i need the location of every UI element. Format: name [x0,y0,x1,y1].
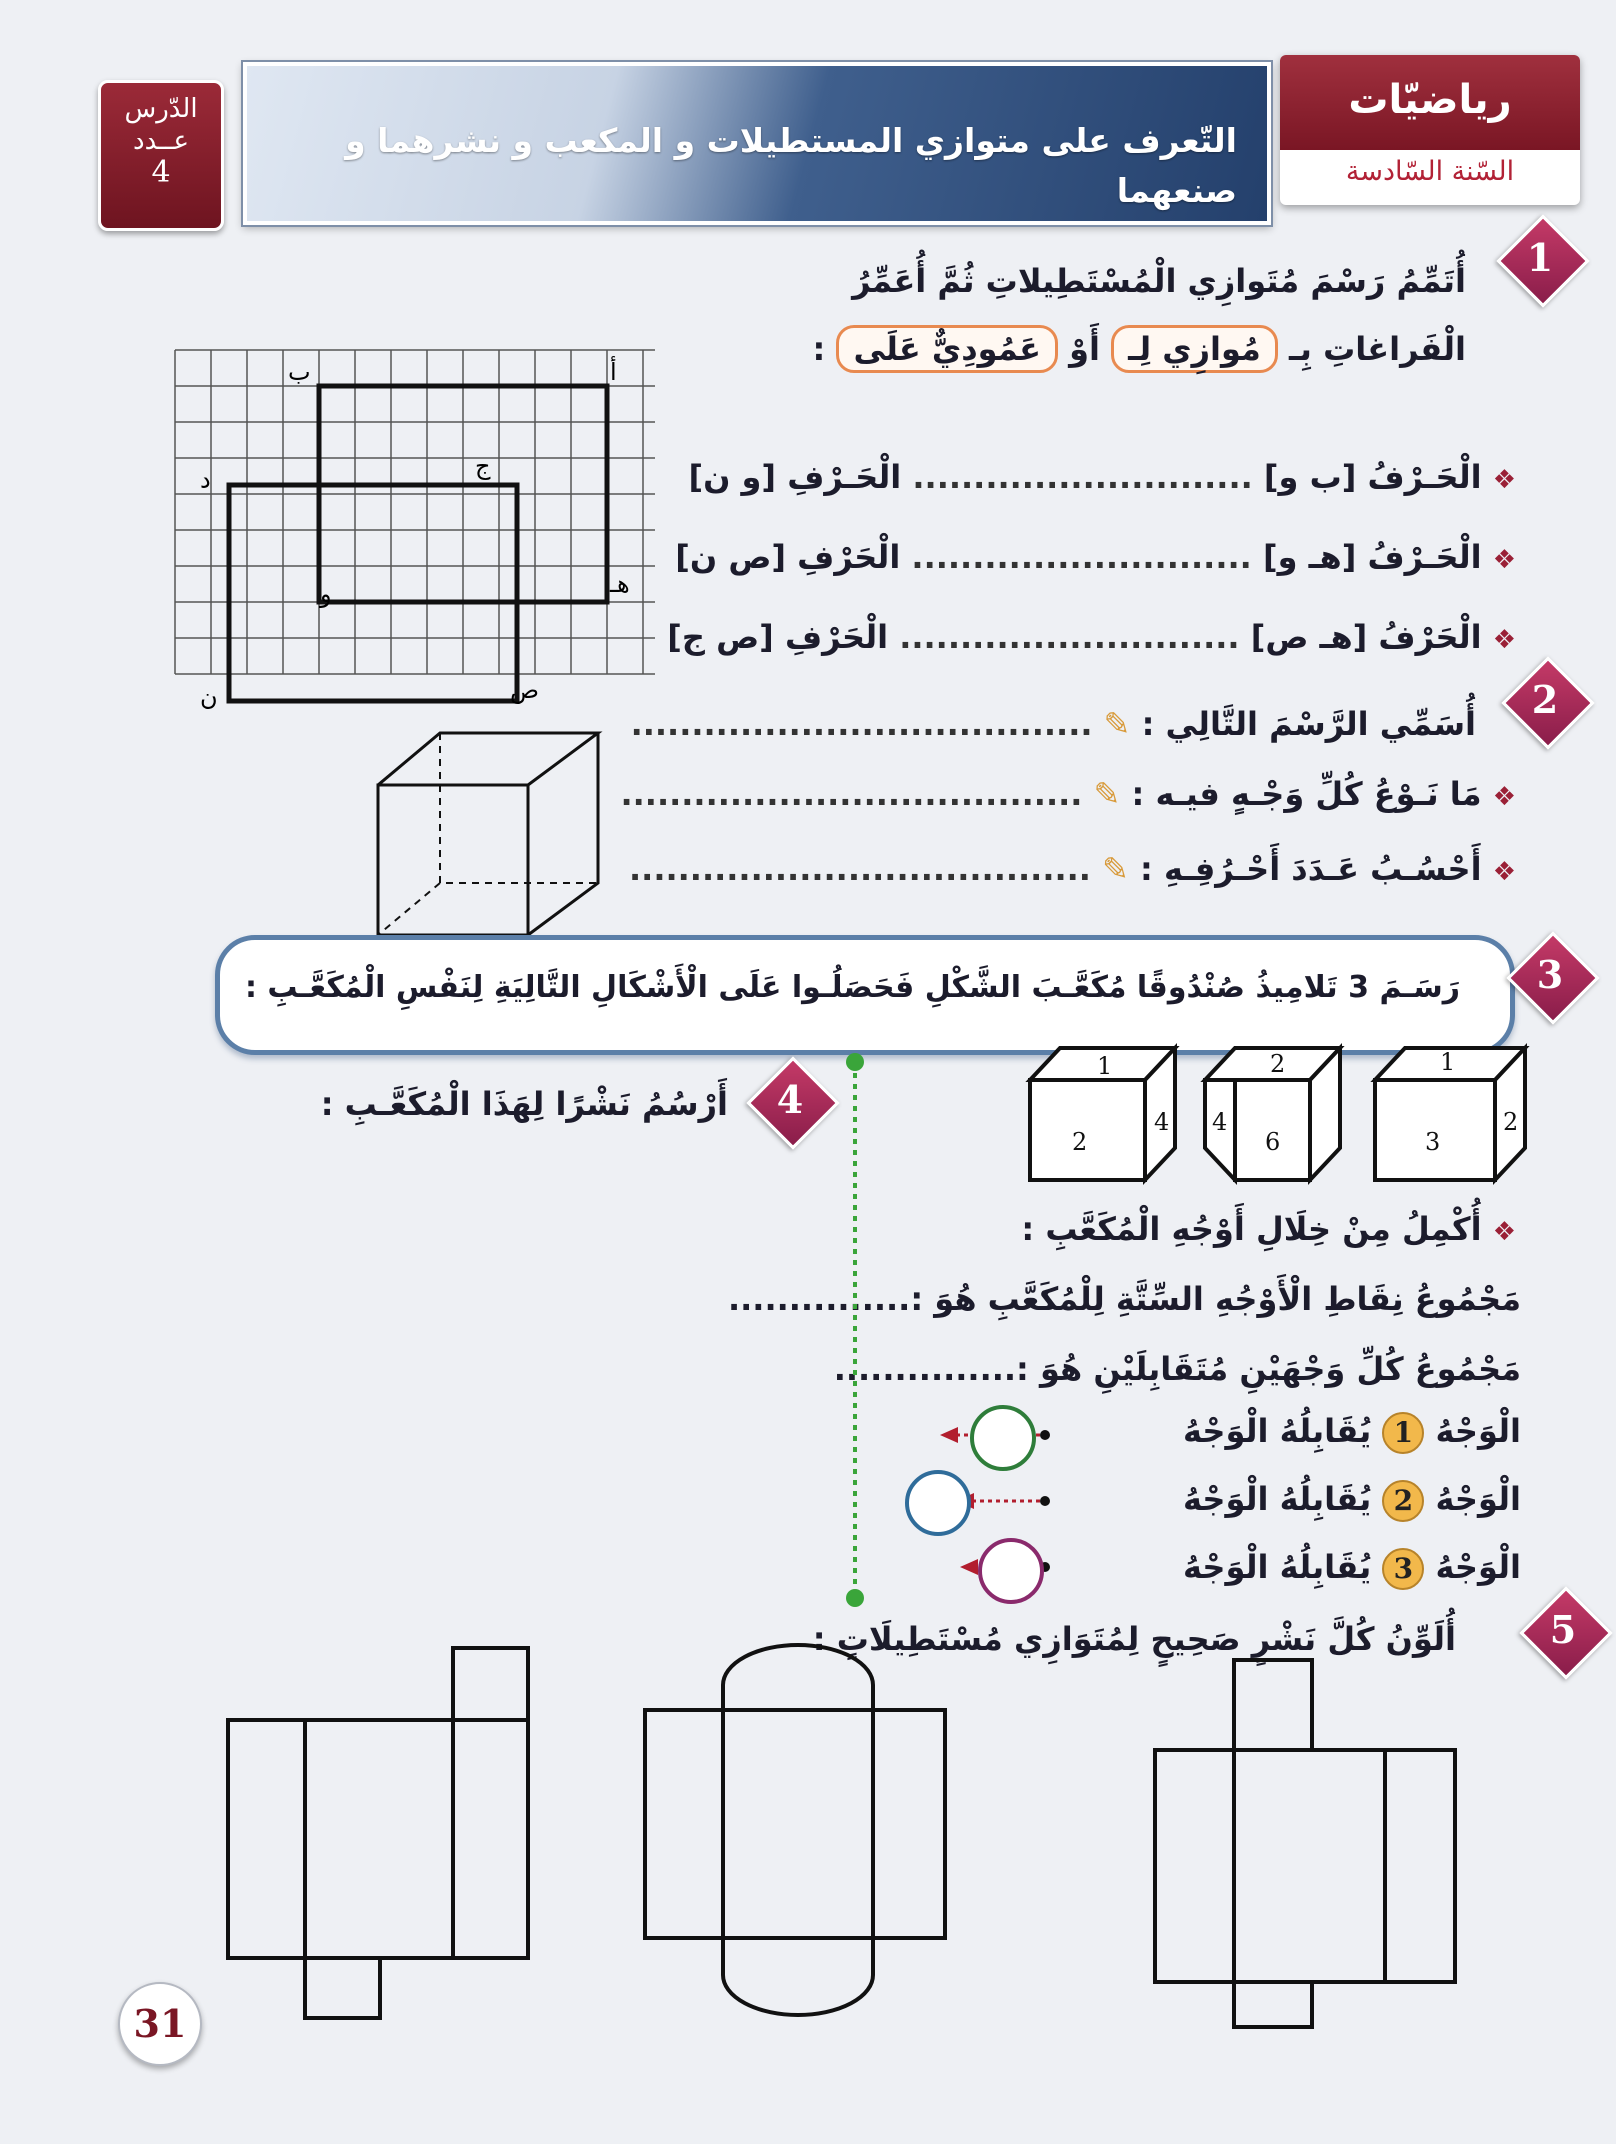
item-1-left: الْحَـرْفُ [ب و] [1263,458,1482,496]
lesson-title: التّعرف على متوازي المستطيلات و المكعب و نشرهما و صنعهما [345,121,1237,210]
bullet-icon: ❖ [1492,545,1516,575]
nets-figure [220,1640,1470,2040]
cube-figure [370,725,610,945]
face-word: الْوَجْهُ [1435,1548,1521,1586]
item-2-blank[interactable]: ............................ [911,538,1252,576]
ex1-item-3 [667,618,1516,656]
grade-label: السّنة السّادسة [1345,156,1515,187]
ex3-complete-label [1021,1210,1516,1248]
front-rectangle [229,485,517,701]
bullet-icon: ❖ [1492,465,1516,495]
exercise-4-number: 4 [776,1077,804,1122]
lesson-number-box [98,80,224,231]
answer-circle-1[interactable] [970,1405,1036,1471]
label-j: ج [475,452,491,480]
label-n: ن [200,683,218,711]
face-number-2: 2 [1382,1480,1424,1522]
grid-lines [175,350,655,674]
option-perpendicular: عَمُودِيٌّ عَلَى [836,325,1058,373]
colon: : [812,330,826,368]
label-b: ب [288,358,311,386]
q1-blank[interactable]: ...................................... [630,705,1093,743]
cube1-side: 4 [1154,1108,1170,1136]
q1-text: أُسَمِّي الرَّسْمَ التَّالِي : [1141,705,1476,743]
face-word: الْوَجْهُ [1435,1480,1521,1518]
face-number-3: 3 [1382,1548,1424,1590]
label-d: د [200,466,211,494]
bullet-icon: ❖ [1492,1217,1516,1247]
sum-all-line[interactable]: مَجْمُوعُ نِقَاطِ الْأَوْجُهِ السِّتَّةِ لِلْمُكَعَّبِ هُوَ :............... [727,1280,1521,1318]
lesson-title-box [243,62,1271,225]
face-number-1: 1 [1382,1412,1424,1454]
bullet-icon: ❖ [1492,857,1516,887]
face-word: الْوَجْهُ [1435,1412,1521,1450]
item-2-left: الْحَـرْفُ [هـ و] [1262,538,1482,576]
item-3-left: الْحَرْفُ [هـ ص] [1250,618,1482,656]
label-s: ص [510,676,540,704]
exercise-3-number: 3 [1536,952,1564,997]
cube1-top: 1 [1097,1052,1113,1080]
q2-blank[interactable]: ...................................... [620,775,1083,813]
item-3-right: الْحَرْفِ [ص ج] [667,618,889,656]
net-left [228,1648,528,2018]
grid-figure [170,340,670,720]
ex1-instruction-line2 [813,330,1466,368]
subject-box [1280,55,1580,205]
opposite-phrase: يُقَابِلُهُ الْوَجْهُ [1183,1548,1372,1586]
lesson-label: الدّرس [124,94,198,124]
ex1-item-2 [675,538,1516,576]
opposite-phrase: يُقَابِلُهُ الْوَجْهُ [1183,1480,1372,1518]
ex1-item-1 [688,458,1516,496]
pencil-icon: ✎ [1093,775,1121,813]
item-3-blank[interactable]: ............................ [899,618,1240,656]
cube2-top: 2 [1270,1050,1286,1078]
cube3-front: 3 [1425,1128,1441,1156]
item-1-blank[interactable]: ............................ [912,458,1253,496]
face-row-3 [1183,1548,1521,1590]
net-middle [645,1645,945,2015]
lesson-number: 4 [151,155,171,190]
subject-title: رياضيّات [1348,77,1512,123]
pencil-icon: ✎ [1103,705,1131,743]
answer-circle-2[interactable] [905,1470,971,1536]
label-a: أ [610,358,617,386]
item-1-right: الْحَـرْفِ [و ن] [688,458,902,496]
exercise-5-number: 5 [1549,1607,1577,1652]
cube3-side: 2 [1503,1108,1519,1136]
complete-label: أُكْمِلُ مِنْ خِلَالِ أَوْجُهِ الْمُكَعَّبِ : [1021,1210,1482,1248]
item-2-right: الْحَرْفِ [ص ن] [675,538,901,576]
face-row-1 [1183,1412,1521,1454]
lesson-count-label: عــدد [133,126,189,156]
q3-blank[interactable]: ...................................... [629,850,1091,888]
cube3-top: 1 [1440,1048,1456,1076]
ex2-q1 [631,705,1476,743]
q2-text: مَا نَـوْعُ كُلِّ وَجْـهٍ فيـه : [1131,775,1482,813]
ex4-text: أَرْسُمُ نَشْرًا لِهَذَا الْمُكَعَّـبِ : [320,1085,728,1123]
option-parallel: مُوازِي لِـ [1111,325,1278,373]
exercise-2-number: 2 [1531,677,1559,722]
q3-text: أَحْسُـبُ عَـدَدَ أَحْـرُفِـهِ : [1140,850,1482,888]
exercise-3-banner [215,935,1515,1055]
cube1-front: 2 [1072,1128,1088,1156]
net-right [1155,1660,1455,2027]
cube2-side: 4 [1212,1108,1228,1136]
sum-pair-line[interactable]: مَجْمُوعُ كُلِّ وَجْهَيْنِ مُتَقَابِلَيْنِ هُوَ :............... [833,1350,1521,1388]
or-word: أَوْ [1069,330,1101,368]
cube2-front: 6 [1265,1128,1281,1156]
answer-circle-3[interactable] [978,1538,1044,1604]
opposite-phrase: يُقَابِلُهُ الْوَجْهُ [1183,1412,1372,1450]
bullet-icon: ❖ [1492,782,1516,812]
exercise-1-number: 1 [1526,235,1554,280]
ex3-text: رَسَـمَ 3 تَلامِيذُ صُنْدُوقًا مُكَعَّـبَ الشَّكْلِ فَحَصَلُـوا عَلَى الْأَشْكَالِ التَّالِيَةِ لِنَفْسِ الْمُكَعَّـبِ : [244,970,1460,1005]
ex5-text: أُلَوِّنُ كُلَّ نَشْرٍ صَحِيحٍ لِمُتَوَازِي مُسْتَطِيلَاتٍ : [812,1620,1456,1658]
ex2-q2 [620,775,1516,813]
divider-line [840,1050,870,1610]
ex1-prefix: الْفَراغاتِ بِـ [1288,330,1466,368]
dice-cubes [1020,1040,1540,1190]
label-w: و [320,580,332,608]
face-row-2 [1183,1480,1521,1522]
page-number: 31 [118,1982,202,2066]
bullet-icon: ❖ [1492,625,1516,655]
label-h: هـ [610,570,630,598]
pencil-icon: ✎ [1102,850,1129,888]
ex2-q3 [629,850,1516,888]
ex1-instruction-line1: أُتَمِّمُ رَسْمَ مُتَوازِي الْمُسْتَطِيلاتِ ثُمَّ أُعَمِّرُ [852,262,1466,300]
